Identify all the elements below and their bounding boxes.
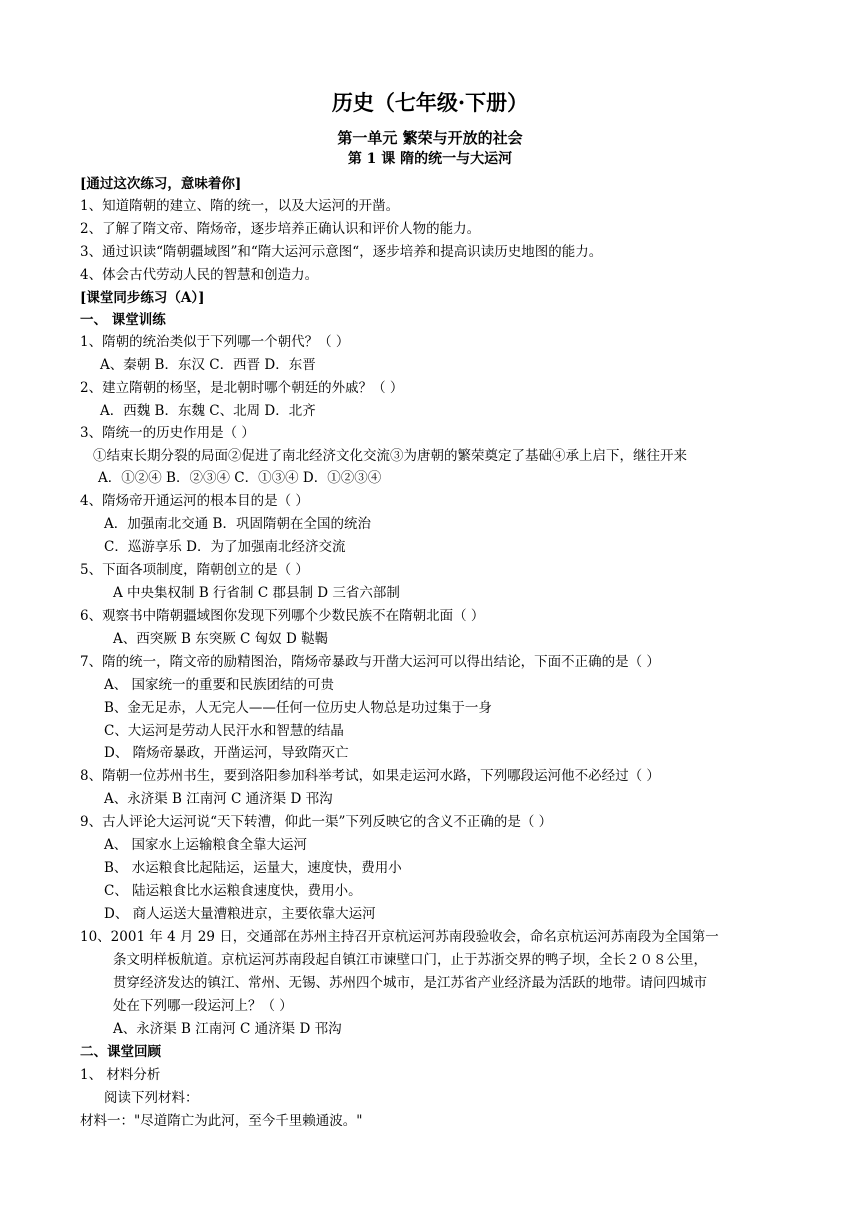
question-option: D、 商人运送大量漕粮进京，主要依靠大运河 bbox=[104, 906, 376, 922]
question-stem: 9、古人评论大运河说“天下转漕，仰此一渠”下列反映它的含义不正确的是（ ） bbox=[80, 814, 553, 830]
review-heading: 二、课堂回顾 bbox=[80, 1044, 161, 1060]
question-options: A、秦朝 B．东汉 C．西晋 D．东晋 bbox=[100, 357, 316, 373]
goal-item: 4、体会古代劳动人民的智慧和创造力。 bbox=[80, 267, 319, 283]
question-stem: 3、隋统一的历史作用是（ ） bbox=[80, 425, 255, 441]
goals-heading: [通过这次练习，意味着你] bbox=[80, 176, 242, 192]
material-one: 材料一："尽道隋亡为此河，至今千里赖通波。" bbox=[80, 1113, 363, 1129]
question-option: A、 国家统一的重要和民族团结的可贵 bbox=[104, 677, 335, 693]
question-statements: ①结束长期分裂的局面②促进了南北经济文化交流③为唐朝的繁荣奠定了基础④承上启下，继往开来 bbox=[93, 448, 687, 464]
question-stem: 10、2001 年 4 月 29 日，交通部在苏州主持召开京杭运河苏南段验收会，命名京杭运河苏南段为全国第一 bbox=[80, 929, 719, 945]
question-option: A、 国家水上运输粮食全靠大运河 bbox=[104, 837, 308, 853]
question-stem: 2、建立隋朝的杨坚，是北朝时哪个朝廷的外戚？（ ） bbox=[80, 380, 404, 396]
question-options: A．加强南北交通 B．巩固隋朝在全国的统治 bbox=[104, 516, 371, 532]
question-stem: 5、下面各项制度，隋朝创立的是（ ） bbox=[80, 562, 309, 578]
goal-item: 1、知道隋朝的建立、隋的统一，以及大运河的开凿。 bbox=[80, 198, 400, 214]
question-option: D、 隋炀帝暴政，开凿运河，导致隋灭亡 bbox=[104, 745, 349, 761]
question-stem: 6、观察书中隋朝疆域图你发现下列哪个少数民族不在隋朝北面（ ） bbox=[80, 608, 485, 624]
question-options: A、西突厥 B 东突厥 C 匈奴 D 鞑鞨 bbox=[113, 631, 329, 647]
question-options: A．①②④ B．②③④ C．①③④ D．①②③④ bbox=[98, 470, 382, 486]
question-option: C、 陆运粮食比水运粮食速度快，费用小。 bbox=[104, 883, 362, 899]
page-title: 历史（七年级·下册） bbox=[331, 90, 529, 115]
question-options: C．巡游享乐 D．为了加强南北经济交流 bbox=[104, 539, 346, 555]
question-option: B、 水运粮食比起陆运，运量大，速度快，费用小 bbox=[104, 860, 402, 876]
question-stem-continued: 条文明样板航道。京杭运河苏南段起自镇江市谏壁口门，止于苏浙交界的鸭子坝，全长２０８公里， bbox=[113, 952, 707, 968]
question-option: C、大运河是劳动人民汗水和智慧的结晶 bbox=[104, 723, 344, 739]
question-options: A 中央集权制 B 行省制 C 郡县制 D 三省六部制 bbox=[113, 585, 400, 601]
review-item: 1、 材料分析 bbox=[80, 1067, 161, 1083]
question-options: A、永济渠 B 江南河 C 通济渠 D 邗沟 bbox=[113, 1021, 342, 1037]
section-heading: 一、 课堂训练 bbox=[80, 312, 166, 328]
unit-title: 第一单元 繁荣与开放的社会 bbox=[337, 129, 523, 147]
question-option: B、金无足赤，人无完人——任何一位历史人物总是功过集于一身 bbox=[104, 700, 492, 716]
practice-heading: [课堂同步练习（A）] bbox=[80, 290, 205, 306]
question-stem-continued: 贯穿经济发达的镇江、常州、无锡、苏州四个城市，是江苏省产业经济最为活跃的地带。请问四城市 bbox=[113, 975, 707, 991]
question-stem: 1、隋朝的统治类似于下列哪一个朝代？（ ） bbox=[80, 334, 350, 350]
question-options: A．西魏 B．东魏 C、北周 D．北齐 bbox=[100, 403, 316, 419]
review-intro: 阅读下列材料： bbox=[104, 1090, 199, 1106]
question-stem: 8、隋朝一位苏州书生，要到洛阳参加科举考试，如果走运河水路，下列哪段运河他不必经过（ ） bbox=[80, 768, 660, 784]
question-stem-continued: 处在下列哪一段运河上？（ ） bbox=[113, 998, 293, 1014]
question-stem: 7、隋的统一，隋文帝的励精图治，隋炀帝暴政与开凿大运河可以得出结论，下面不正确的是（ ） bbox=[80, 654, 660, 670]
lesson-title: 第 1 课 隋的统一与大运河 bbox=[347, 151, 513, 167]
goal-item: 3、通过识读“隋朝疆域图”和“隋大运河示意图“，逐步培养和提高识读历史地图的能力。 bbox=[80, 244, 603, 260]
goal-item: 2、了解了隋文帝、隋炀帝，逐步培养正确认识和评价人物的能力。 bbox=[80, 221, 481, 237]
question-stem: 4、隋炀帝开通运河的根本目的是（ ） bbox=[80, 493, 309, 509]
question-options: A、永济渠 B 江南河 C 通济渠 D 邗沟 bbox=[104, 791, 333, 807]
